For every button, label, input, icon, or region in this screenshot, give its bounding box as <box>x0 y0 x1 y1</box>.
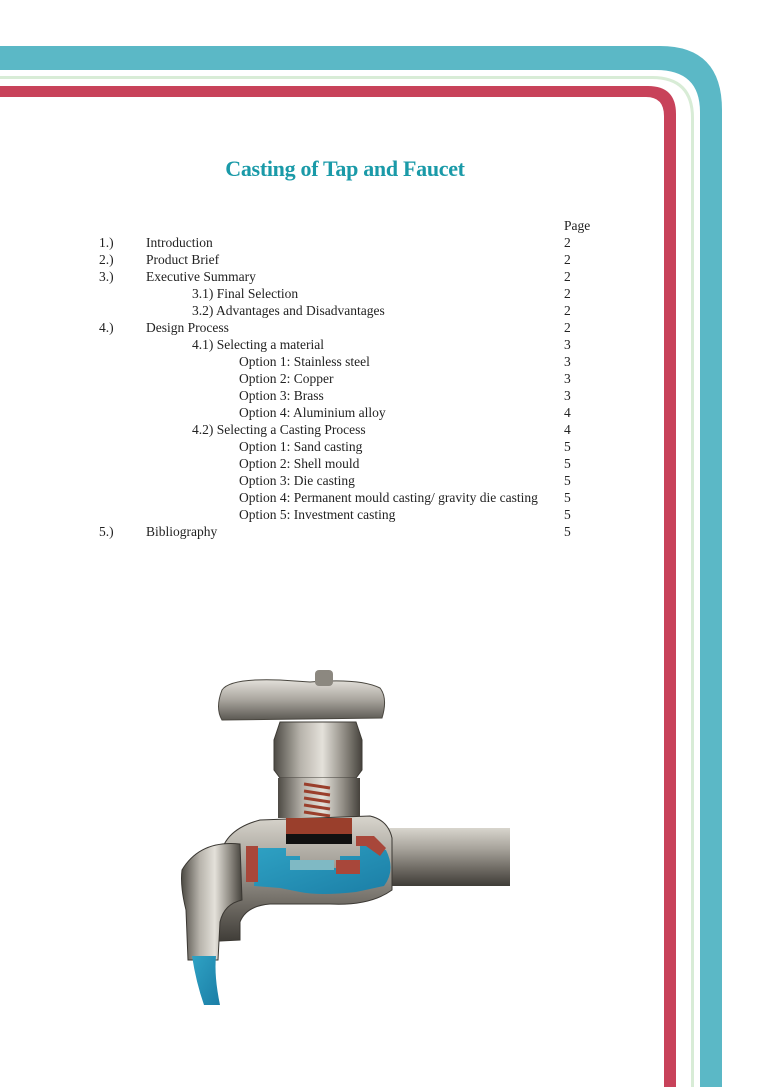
toc-entry-title: Option 1: Sand casting <box>239 439 363 454</box>
toc-entry-title: Option 4: Aluminium alloy <box>239 405 386 420</box>
toc-entry <box>0 251 690 268</box>
toc-entry-number: 3.) <box>99 269 114 284</box>
toc-entry-title: Bibliography <box>146 524 218 539</box>
toc-entry <box>0 353 690 370</box>
toc-entry-page: 2 <box>564 235 571 250</box>
toc-entry <box>0 438 690 455</box>
toc-entry-page: 3 <box>564 371 571 386</box>
toc-entry <box>0 506 690 523</box>
toc-entry <box>0 319 690 336</box>
toc-entry <box>0 421 690 438</box>
toc-entry-title: 4.2) Selecting a Casting Process <box>192 422 366 437</box>
toc-entry-title: Option 3: Die casting <box>239 473 355 488</box>
toc-entry-title: Design Process <box>146 320 229 335</box>
toc-entry-number: 1.) <box>99 235 114 250</box>
toc-entry <box>0 285 690 302</box>
toc-entry-page: 5 <box>564 456 571 471</box>
toc-entry-title: 4.1) Selecting a material <box>192 337 324 352</box>
toc-entry <box>0 336 690 353</box>
toc-entry-page: 5 <box>564 473 571 488</box>
toc-entry <box>0 387 690 404</box>
toc-rows <box>0 234 690 540</box>
toc-entry <box>0 455 690 472</box>
toc-entry-page: 2 <box>564 303 571 318</box>
toc-entry-page: 3 <box>564 354 571 369</box>
toc-entry <box>0 268 690 285</box>
toc-entry <box>0 370 690 387</box>
toc-entry-title: Executive Summary <box>146 269 256 284</box>
toc-entry-page: 2 <box>564 252 571 267</box>
toc-entry <box>0 472 690 489</box>
page-column-header: Page <box>564 218 591 233</box>
toc-entry-number: 5.) <box>99 524 114 539</box>
toc-entry-title: Option 1: Stainless steel <box>239 354 370 369</box>
toc-entry-title: Introduction <box>146 235 213 250</box>
toc-entry <box>0 523 690 540</box>
toc-entry <box>0 234 690 251</box>
toc-entry-page: 5 <box>564 507 571 522</box>
toc-entry-title: Option 4: Permanent mould casting/ gravity die casting <box>239 490 538 505</box>
toc-entry-page: 5 <box>564 490 571 505</box>
toc-entry-title: Option 2: Copper <box>239 371 334 386</box>
document-title: Casting of Tap and Faucet <box>225 156 465 181</box>
toc-entry-title: Option 5: Investment casting <box>239 507 396 522</box>
toc-entry-title: 3.2) Advantages and Disadvantages <box>192 303 385 318</box>
toc-entry <box>0 489 690 506</box>
toc-entry-title: Product Brief <box>146 252 220 267</box>
toc-entry-number: 2.) <box>99 252 114 267</box>
toc-entry-title: Option 3: Brass <box>239 388 324 403</box>
toc-entry-page: 3 <box>564 388 571 403</box>
toc-entry-page: 2 <box>564 320 571 335</box>
toc-entry-page: 4 <box>564 405 571 420</box>
toc-entry-page: 2 <box>564 269 571 284</box>
toc-entry-page: 4 <box>564 422 571 437</box>
toc-entry-page: 5 <box>564 439 571 454</box>
faucet-illustration <box>160 660 520 1009</box>
toc-entry-title: Option 2: Shell mould <box>239 456 360 471</box>
toc-entry-title: 3.1) Final Selection <box>192 286 299 301</box>
toc-entry-page: 5 <box>564 524 571 539</box>
toc-entry-page: 2 <box>564 286 571 301</box>
toc-entry <box>0 302 690 319</box>
toc-entry <box>0 404 690 421</box>
toc-entry-number: 4.) <box>99 320 114 335</box>
toc-entry-page: 3 <box>564 337 571 352</box>
